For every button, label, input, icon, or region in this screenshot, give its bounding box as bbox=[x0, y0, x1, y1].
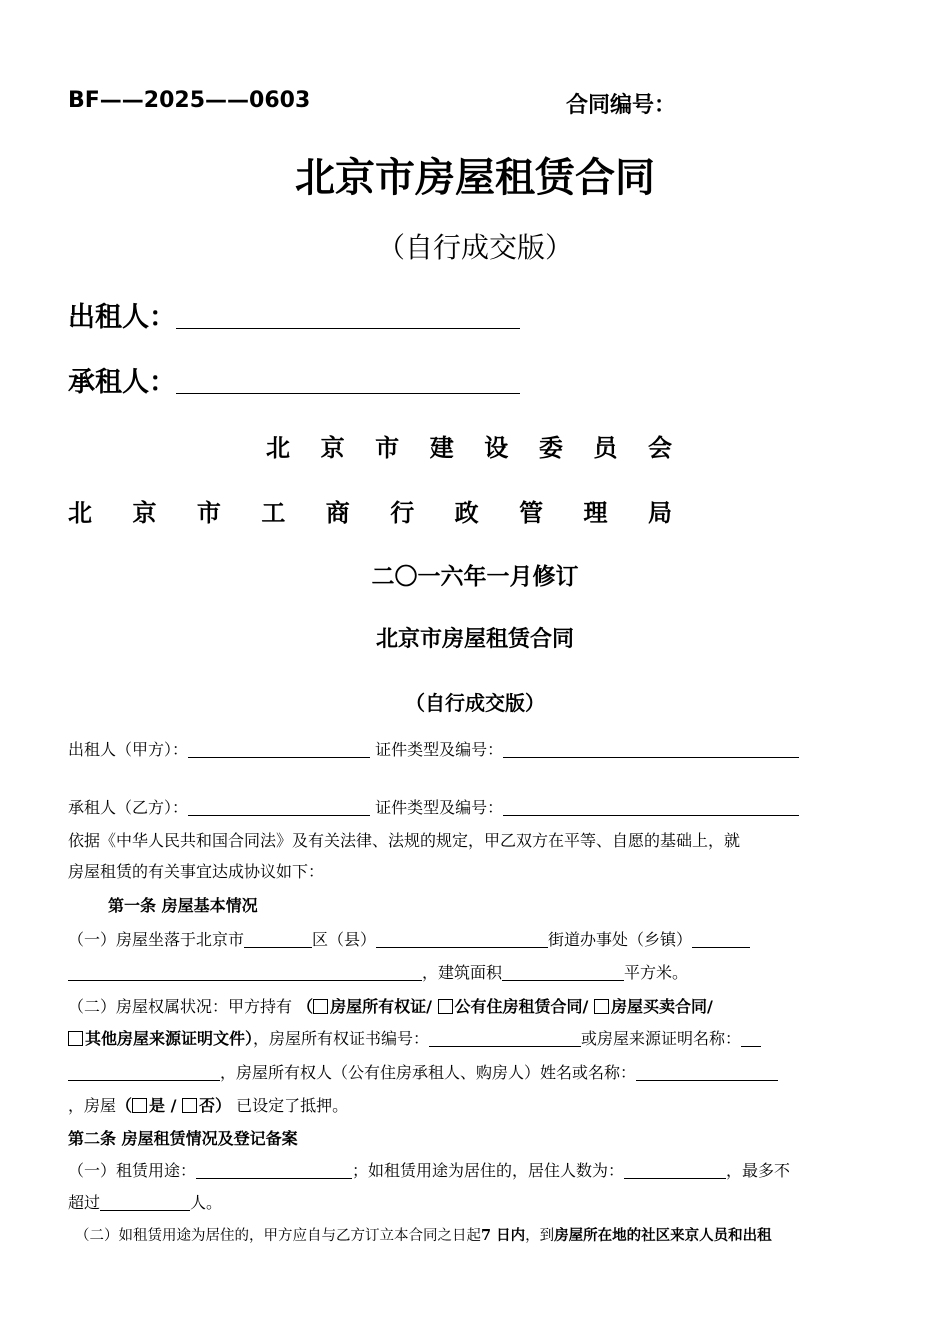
occupant-count-label: ；如租赁用途为居住的，居住人数为： bbox=[352, 1161, 625, 1180]
issuer2-char: 政 bbox=[454, 498, 479, 527]
certificate-number-field[interactable] bbox=[429, 1030, 581, 1047]
registration-deadline: 7 日内 bbox=[481, 1227, 526, 1244]
mortgage-options-open: （ bbox=[116, 1096, 133, 1115]
party-b-id-label: 证件类型及编号： bbox=[375, 798, 504, 817]
article-1-item-2-line-4 bbox=[68, 1093, 348, 1116]
max-occupants-field[interactable] bbox=[100, 1194, 190, 1211]
street-office-label: 街道办事处（乡镇） bbox=[548, 930, 693, 949]
other-source-document-checkbox[interactable] bbox=[68, 1031, 83, 1046]
cover-lessor bbox=[68, 295, 520, 334]
mortgage-suffix: 已设定了抵押。 bbox=[231, 1096, 349, 1115]
location-city-text: （一）房屋坐落于北京市 bbox=[68, 930, 245, 949]
floor-area-field[interactable] bbox=[502, 964, 624, 981]
party-b-label: 承租人（乙方）： bbox=[68, 798, 189, 817]
issuer1-char: 建 bbox=[429, 433, 454, 462]
party-a-row bbox=[68, 737, 799, 760]
issuer1-char: 设 bbox=[484, 433, 509, 462]
contract-subtitle: （自行成交版） bbox=[405, 691, 545, 715]
public-housing-lease-checkbox[interactable] bbox=[438, 999, 453, 1014]
mortgage-yes-checkbox[interactable] bbox=[132, 1098, 147, 1113]
issuer2-char: 商 bbox=[325, 498, 350, 527]
issuer2-char: 管 bbox=[519, 498, 544, 527]
district-label: 区（县） bbox=[312, 930, 377, 949]
owner-name-label: ，房屋所有权人（公有住房承租人、购房人）姓名或名称： bbox=[220, 1063, 637, 1082]
source-document-name-field-cont[interactable] bbox=[68, 1064, 220, 1081]
district-field[interactable] bbox=[244, 931, 312, 948]
mortgage-no-label: 否） bbox=[199, 1096, 232, 1115]
cover-lessor-field[interactable] bbox=[176, 302, 520, 329]
document-code: BF——2025——0603 bbox=[68, 88, 311, 113]
other-source-document-label: 其他房屋来源证明文件） bbox=[85, 1029, 254, 1048]
issuer2-char: 局 bbox=[647, 498, 672, 527]
registration-office: 房屋所在地的社区来京人员和出租 bbox=[554, 1227, 772, 1244]
issuer-construction-committee bbox=[266, 428, 672, 463]
ownership-status-label: （二）房屋权属状况：甲方持有 bbox=[68, 997, 298, 1016]
revision-date: 二〇一六年一月修订 bbox=[371, 563, 579, 590]
street-office-field[interactable] bbox=[376, 931, 548, 948]
article-1-item-2-line-3 bbox=[68, 1060, 778, 1083]
issuer1-char: 会 bbox=[647, 433, 672, 462]
preamble-line-2: 房屋租赁的有关事宜达成协议如下： bbox=[68, 862, 325, 881]
article-2-item-2-line-1 bbox=[75, 1224, 772, 1245]
article-1-item-1-line-2 bbox=[68, 960, 688, 983]
certificate-number-label: ，房屋所有权证书编号： bbox=[253, 1029, 430, 1048]
lease-purpose-label: （一）租赁用途： bbox=[68, 1161, 197, 1180]
cover-title: 北京市房屋租赁合同 bbox=[295, 154, 655, 201]
issuer1-char: 京 bbox=[320, 433, 345, 462]
issuer2-char: 北 bbox=[68, 498, 92, 527]
issuer1-char: 北 bbox=[266, 433, 290, 462]
article-2-item-1-line-2 bbox=[68, 1190, 222, 1213]
party-a-id-field[interactable] bbox=[503, 741, 799, 758]
issuer2-char: 行 bbox=[390, 498, 415, 527]
issuer1-char: 市 bbox=[375, 433, 400, 462]
party-b-row bbox=[68, 795, 799, 818]
persons-unit: 人。 bbox=[190, 1193, 223, 1212]
source-document-name-label: 或房屋来源证明名称： bbox=[581, 1029, 742, 1048]
lease-purpose-field[interactable] bbox=[196, 1162, 352, 1179]
cover-lessee-field[interactable] bbox=[176, 367, 520, 394]
owner-name-field[interactable] bbox=[636, 1064, 778, 1081]
purchase-contract-checkbox[interactable] bbox=[594, 999, 609, 1014]
township-field[interactable] bbox=[692, 931, 750, 948]
party-b-id-field[interactable] bbox=[503, 799, 799, 816]
article-1-item-1-line-1 bbox=[68, 927, 750, 950]
party-a-label: 出租人（甲方）： bbox=[68, 740, 189, 759]
party-a-name-field[interactable] bbox=[188, 741, 370, 758]
issuer2-char: 京 bbox=[132, 498, 157, 527]
ownership-certificate-label: 房屋所有权证/ bbox=[330, 997, 438, 1016]
article-1-title: 第一条 房屋基本情况 bbox=[108, 896, 258, 915]
issuer2-char: 工 bbox=[261, 498, 286, 527]
article-1-item-2-line-2 bbox=[68, 1026, 761, 1049]
cover-subtitle: （自行成交版） bbox=[376, 231, 573, 264]
public-housing-lease-label: 公有住房租赁合同/ bbox=[454, 997, 594, 1016]
issuer1-char: 委 bbox=[538, 433, 563, 462]
contract-number-label: 合同编号： bbox=[566, 92, 677, 118]
max-occupants-label: ，最多不 bbox=[726, 1161, 791, 1180]
party-a-id-label: 证件类型及编号： bbox=[375, 740, 504, 759]
cover-lessee bbox=[68, 360, 520, 399]
ownership-options-open: （ bbox=[297, 997, 314, 1016]
source-document-name-field[interactable] bbox=[741, 1030, 761, 1047]
issuer2-char: 市 bbox=[196, 498, 221, 527]
party-b-name-field[interactable] bbox=[188, 799, 370, 816]
mortgage-label: ，房屋 bbox=[68, 1096, 117, 1115]
occupant-count-field[interactable] bbox=[624, 1162, 726, 1179]
article-1-item-2-line-1 bbox=[68, 994, 713, 1017]
max-occupants-prefix: 超过 bbox=[68, 1193, 101, 1212]
address-detail-field[interactable] bbox=[68, 964, 422, 981]
preamble-line-1: 依据《中华人民共和国合同法》及有关法律、法规的规定，甲乙双方在平等、自愿的基础上，就 bbox=[68, 831, 741, 850]
article-2-item-1-line-1 bbox=[68, 1158, 790, 1181]
issuer1-char: 员 bbox=[593, 433, 618, 462]
cover-lessor-label: 出租人： bbox=[68, 302, 176, 333]
issuer-industry-commerce-bureau bbox=[68, 493, 672, 528]
mortgage-no-checkbox[interactable] bbox=[182, 1098, 197, 1113]
cover-lessee-label: 承租人： bbox=[68, 367, 176, 398]
ownership-certificate-checkbox[interactable] bbox=[313, 999, 328, 1014]
contract-title: 北京市房屋租赁合同 bbox=[375, 626, 574, 652]
registration-clause-text: （二）如租赁用途为居住的，甲方应自与乙方订立本合同之日起 bbox=[75, 1228, 481, 1244]
purchase-contract-label: 房屋买卖合同/ bbox=[610, 997, 713, 1016]
mortgage-yes-label: 是 / bbox=[149, 1096, 183, 1115]
issuer2-char: 理 bbox=[583, 498, 608, 527]
registration-clause-to: ，到 bbox=[525, 1228, 555, 1244]
square-meter-unit: 平方米。 bbox=[624, 963, 689, 982]
floor-area-label: ，建筑面积 bbox=[422, 963, 503, 982]
article-2-title: 第二条 房屋租赁情况及登记备案 bbox=[68, 1129, 298, 1148]
